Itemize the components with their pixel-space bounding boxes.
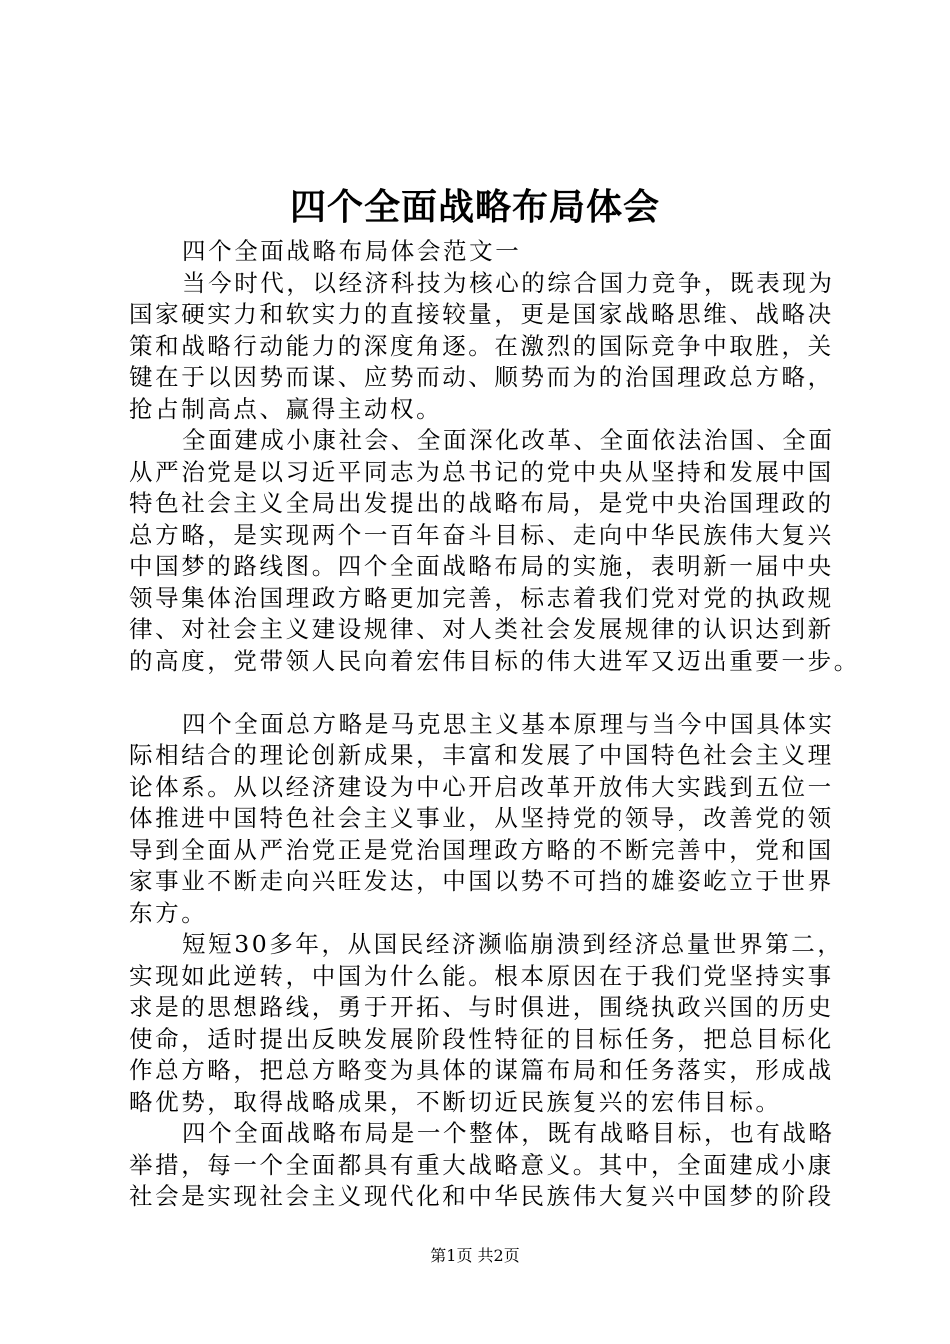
text-line: 际相结合的理论创新成果，丰富和发展了中国特色社会主义理: [129, 741, 834, 769]
text-line: 四个全面战略布局是一个整体，既有战略目标，也有战略: [182, 1119, 835, 1147]
text-line: 键在于以因势而谋、应势而动、顺势而为的治国理政总方略，: [129, 363, 834, 391]
text-line: 当今时代，以经济科技为核心的综合国力竞争，既表现为: [182, 268, 835, 297]
blank-line: [129, 677, 829, 709]
text-line: 略优势，取得战略成果，不断切近民族复兴的宏伟目标。: [129, 1087, 782, 1116]
text-line: 使命，适时提出反映发展阶段性特征的目标任务，把总目标化: [129, 1024, 834, 1053]
text-line: 实现如此逆转，中国为什么能。根本原因在于我们党坚持实事: [129, 961, 834, 990]
page-footer: 第1页 共2页: [430, 1246, 520, 1265]
text-line: 四个全面战略布局体会范文一: [182, 237, 522, 265]
text-line: 的高度，党带领人民向着宏伟目标的伟大进军又迈出重要一步。: [129, 646, 860, 675]
text-line: 国家硬实力和软实力的直接较量，更是国家战略思维、战略决: [129, 300, 834, 328]
text-line: 特色社会主义全局出发提出的战略布局，是党中央治国理政的: [129, 489, 834, 517]
text-line: 东方。: [129, 898, 208, 927]
text-line: 总方略，是实现两个一百年奋斗目标、走向中华民族伟大复兴: [129, 520, 834, 549]
text-line: 中国梦的路线图。四个全面战略布局的实施，表明新一届中央: [129, 552, 834, 580]
text-line: 领导集体治国理政方略更加完善，标志着我们党对党的执政规: [129, 583, 834, 612]
text-line: 导到全面从严治党正是党治国理政方略的不断完善中，党和国: [129, 835, 834, 864]
text-line: 家事业不断走向兴旺发达，中国以势不可挡的雄姿屹立于世界: [129, 867, 834, 895]
text-line: 律、对社会主义建设规律、对人类社会发展规律的认识达到新: [129, 615, 834, 643]
text-line: 论体系。从以经济建设为中心开启改革开放伟大实践到五位一: [129, 772, 834, 801]
document-body: [129, 236, 860, 1213]
text-line: 四个全面总方略是马克思主义基本原理与当今中国具体实: [182, 709, 835, 738]
text-line: 从严治党是以习近平同志为总书记的党中央从坚持和发展中国: [129, 457, 834, 486]
document-title: 四个全面战略布局体会: [289, 187, 660, 228]
text-line: 求是的思想路线，勇于开拓、与时俱进，围绕执政兴国的历史: [129, 993, 834, 1021]
text-line: 社会是实现社会主义现代化和中华民族伟大复兴中国梦的阶段: [129, 1182, 834, 1210]
text-line: 抢占制高点、赢得主动权。: [129, 394, 443, 423]
text-line: 全面建成小康社会、全面深化改革、全面依法治国、全面: [182, 426, 835, 454]
text-line: 策和战略行动能力的深度角逐。在激烈的国际竞争中取胜，关: [129, 331, 834, 360]
text-line: 举措，每一个全面都具有重大战略意义。其中，全面建成小康: [129, 1150, 834, 1179]
text-line: 体推进中国特色社会主义事业，从坚持党的领导，改善党的领: [129, 804, 834, 832]
text-line: 作总方略，把总方略变为具体的谋篇布局和任务落实，形成战: [129, 1056, 834, 1084]
text-line: 短短30多年，从国民经济濒临崩溃到经济总量世界第二，: [182, 930, 844, 958]
